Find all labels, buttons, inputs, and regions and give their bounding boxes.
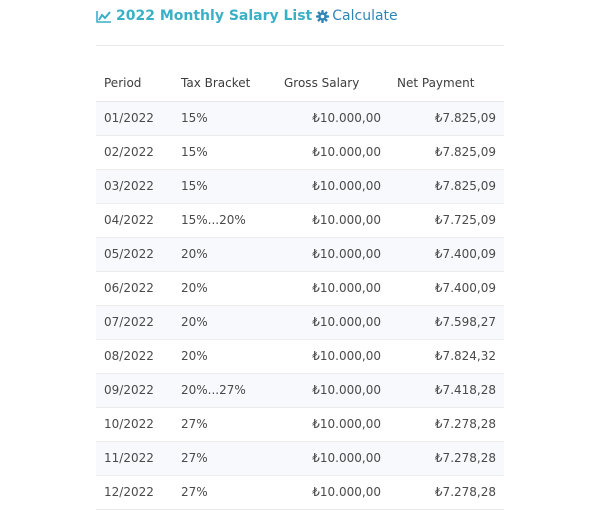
tax-bracket-cell: 15%	[173, 169, 276, 203]
gross-salary-cell: ₺10.000,00	[276, 475, 389, 509]
tax-bracket-cell: 20%	[173, 271, 276, 305]
gross-salary-cell: ₺10.000,00	[276, 135, 389, 169]
calculate-link[interactable]	[316, 8, 397, 24]
column-header-gross-salary: Gross Salary	[276, 66, 389, 101]
gross-salary-cell: ₺10.000,00	[276, 305, 389, 339]
net-payment-cell: ₺7.400,09	[389, 271, 504, 305]
period-cell: 04/2022	[96, 203, 173, 237]
salary-panel	[96, 0, 504, 510]
net-payment-cell: ₺7.278,28	[389, 475, 504, 509]
period-cell: 05/2022	[96, 237, 173, 271]
line-chart-icon	[96, 10, 112, 23]
net-payment-cell: ₺7.400,09	[389, 237, 504, 271]
period-cell: 03/2022	[96, 169, 173, 203]
period-cell: 08/2022	[96, 339, 173, 373]
gross-salary-cell: ₺10.000,00	[276, 237, 389, 271]
table-row	[96, 441, 504, 475]
column-header-period: Period	[96, 66, 173, 101]
salary-list-title-link[interactable]	[96, 8, 312, 24]
tax-bracket-cell: 27%	[173, 441, 276, 475]
gross-salary-cell: ₺10.000,00	[276, 339, 389, 373]
table-row	[96, 135, 504, 169]
net-payment-cell: ₺7.824,32	[389, 339, 504, 373]
period-cell: 12/2022	[96, 475, 173, 509]
tax-bracket-cell: 15%...20%	[173, 203, 276, 237]
salary-list-title: 2022 Monthly Salary List	[116, 8, 313, 24]
table-row	[96, 237, 504, 271]
net-payment-cell: ₺7.418,28	[389, 373, 504, 407]
net-payment-cell: ₺7.825,09	[389, 169, 504, 203]
tax-bracket-cell: 20%	[173, 305, 276, 339]
tax-bracket-cell: 15%	[173, 101, 276, 135]
period-cell: 01/2022	[96, 101, 173, 135]
period-cell: 10/2022	[96, 407, 173, 441]
table-row	[96, 407, 504, 441]
table-row	[96, 169, 504, 203]
table-row	[96, 305, 504, 339]
tax-bracket-cell: 15%	[173, 135, 276, 169]
gear-icon	[316, 10, 329, 23]
net-payment-cell: ₺7.825,09	[389, 101, 504, 135]
tax-bracket-cell: 20%...27%	[173, 373, 276, 407]
salary-table	[96, 66, 504, 510]
net-payment-cell: ₺7.825,09	[389, 135, 504, 169]
net-payment-cell: ₺7.725,09	[389, 203, 504, 237]
table-row	[96, 101, 504, 135]
column-header-net-payment: Net Payment	[389, 66, 504, 101]
panel-header	[96, 0, 504, 46]
table-row	[96, 373, 504, 407]
gross-salary-cell: ₺10.000,00	[276, 271, 389, 305]
gross-salary-cell: ₺10.000,00	[276, 407, 389, 441]
table-row	[96, 475, 504, 509]
table-row	[96, 339, 504, 373]
tax-bracket-cell: 27%	[173, 475, 276, 509]
net-payment-cell: ₺7.278,28	[389, 441, 504, 475]
table-row	[96, 203, 504, 237]
net-payment-cell: ₺7.278,28	[389, 407, 504, 441]
column-header-tax-bracket: Tax Bracket	[173, 66, 276, 101]
gross-salary-cell: ₺10.000,00	[276, 373, 389, 407]
table-row	[96, 271, 504, 305]
tax-bracket-cell: 27%	[173, 407, 276, 441]
gross-salary-cell: ₺10.000,00	[276, 441, 389, 475]
period-cell: 09/2022	[96, 373, 173, 407]
calculate-label: Calculate	[332, 8, 398, 24]
table-header-row	[96, 66, 504, 101]
period-cell: 06/2022	[96, 271, 173, 305]
gross-salary-cell: ₺10.000,00	[276, 101, 389, 135]
gross-salary-cell: ₺10.000,00	[276, 169, 389, 203]
period-cell: 02/2022	[96, 135, 173, 169]
net-payment-cell: ₺7.598,27	[389, 305, 504, 339]
tax-bracket-cell: 20%	[173, 237, 276, 271]
tax-bracket-cell: 20%	[173, 339, 276, 373]
period-cell: 07/2022	[96, 305, 173, 339]
period-cell: 11/2022	[96, 441, 173, 475]
gross-salary-cell: ₺10.000,00	[276, 203, 389, 237]
